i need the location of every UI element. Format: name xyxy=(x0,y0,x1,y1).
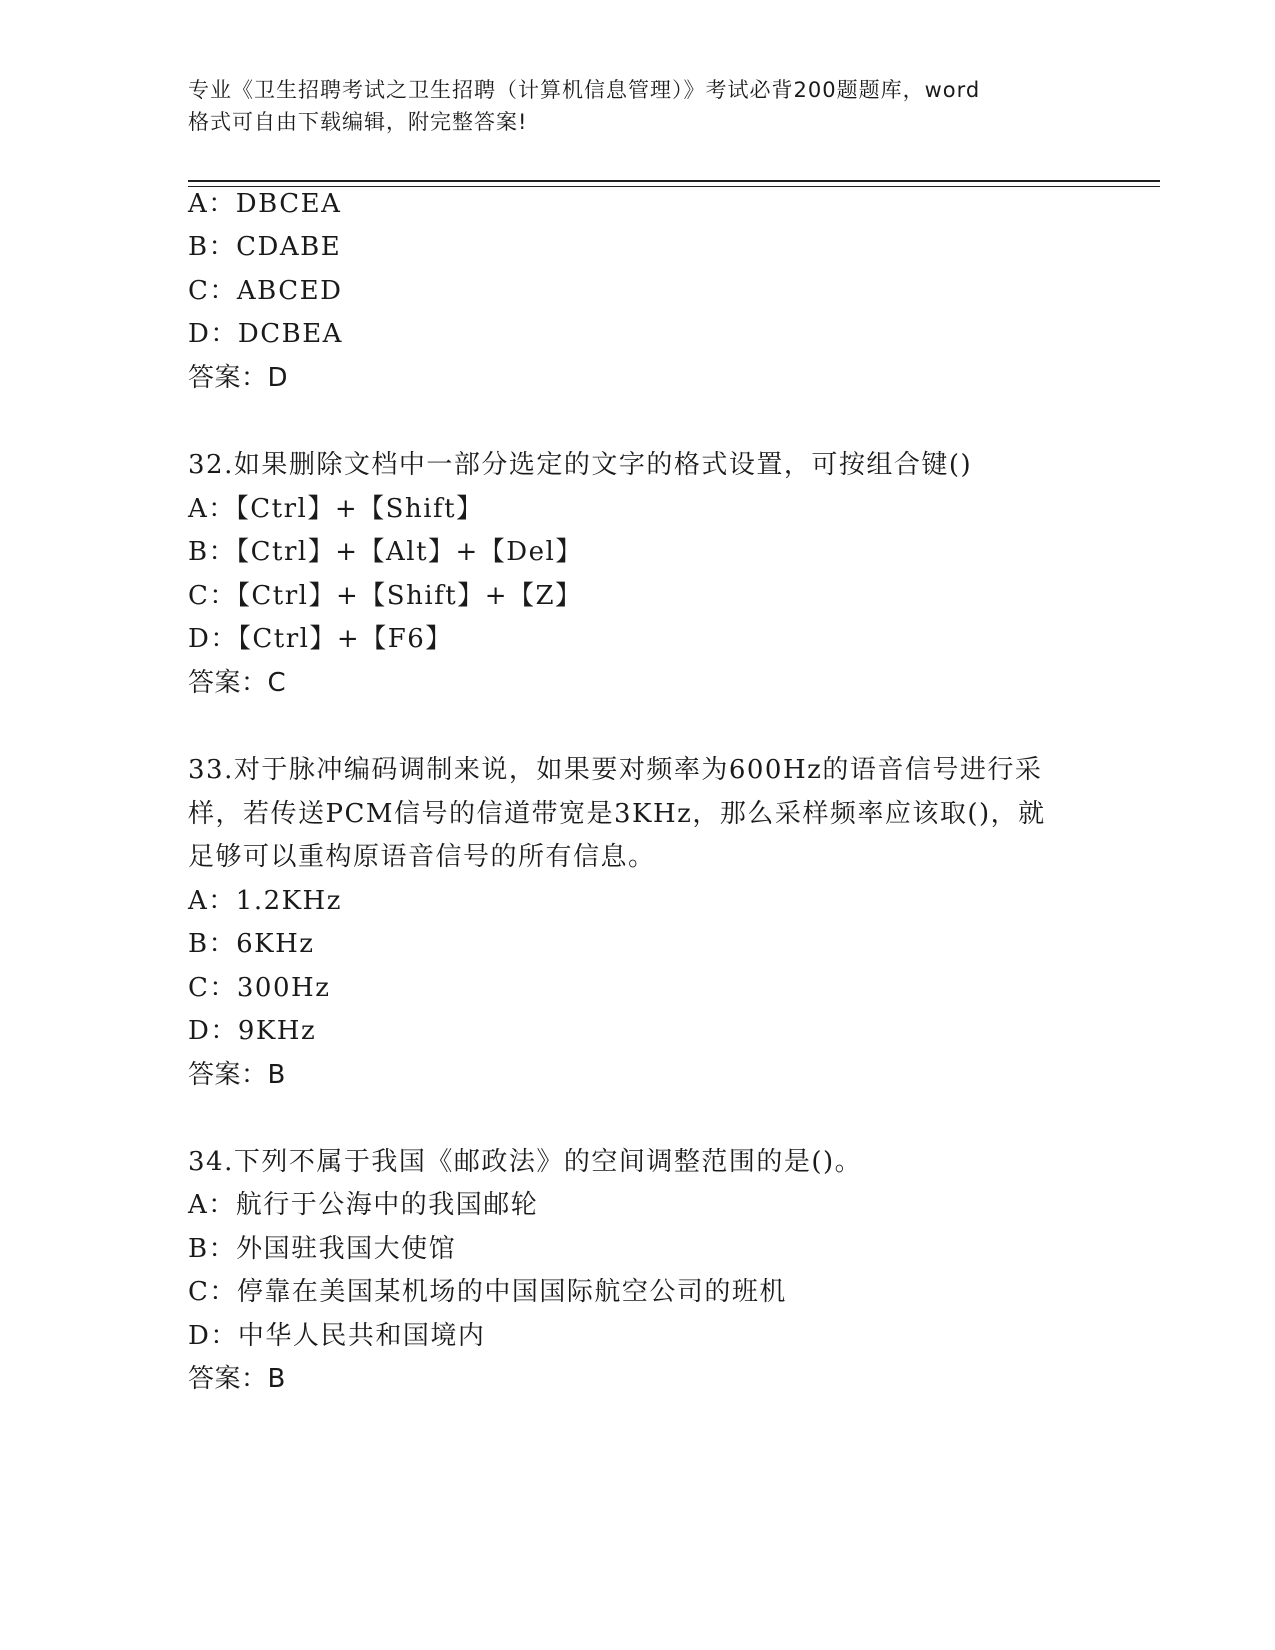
q33-answer: 答案：B xyxy=(188,1060,286,1090)
q32-stem: 32.如果删除文档中一部分选定的文字的格式设置，可按组合键() xyxy=(188,450,973,480)
q34-option-c: C：停靠在美国某机场的中国国际航空公司的班机 xyxy=(188,1277,787,1307)
q33-option-c: C：300Hz xyxy=(188,973,331,1003)
q33-option-a: A：1.2KHz xyxy=(188,886,342,916)
q34-option-a: A：航行于公海中的我国邮轮 xyxy=(188,1190,539,1220)
q31-option-d: D：DCBEA xyxy=(188,319,343,349)
q33-option-d: D：9KHz xyxy=(188,1016,317,1046)
q32-option-c: C：【Ctrl】+【Shift】+【Z】 xyxy=(188,581,583,611)
q32-option-d: D：【Ctrl】+【F6】 xyxy=(188,624,453,654)
q32-option-a: A：【Ctrl】+【Shift】 xyxy=(188,494,484,524)
q32-answer: 答案：C xyxy=(188,668,287,698)
q31-option-a: A：DBCEA xyxy=(188,189,342,219)
header-divider-thin xyxy=(188,186,1160,187)
header-divider-thick xyxy=(188,180,1160,182)
header-line-2: 格式可自由下载编辑，附完整答案! xyxy=(188,110,528,134)
q31-option-b: B：CDABE xyxy=(188,232,342,262)
q31-option-c: C：ABCED xyxy=(188,276,343,306)
q31-answer: 答案：D xyxy=(188,363,289,393)
document-header xyxy=(188,74,1088,138)
q34-stem: 34.下列不属于我国《邮政法》的空间调整范围的是()。 xyxy=(188,1147,863,1177)
q34-option-b: B：外国驻我国大使馆 xyxy=(188,1234,457,1264)
q34-option-d: D：中华人民共和国境内 xyxy=(188,1321,486,1351)
q33-option-b: B：6KHz xyxy=(188,929,315,959)
q33-stem-line-1: 33.对于脉冲编码调制来说，如果要对频率为600Hz的语音信号进行采 xyxy=(188,755,1043,785)
q33-stem-line-2: 样，若传送PCM信号的信道带宽是3KHz，那么采样频率应该取()，就 xyxy=(188,799,1046,829)
header-line-1: 专业《卫生招聘考试之卫生招聘（计算机信息管理）》考试必背200题题库，word xyxy=(188,78,981,102)
q34-answer: 答案：B xyxy=(188,1364,286,1394)
q33-stem-line-3: 足够可以重构原语音信号的所有信息。 xyxy=(188,842,656,872)
q32-option-b: B：【Ctrl】+【Alt】+【Del】 xyxy=(188,537,583,567)
